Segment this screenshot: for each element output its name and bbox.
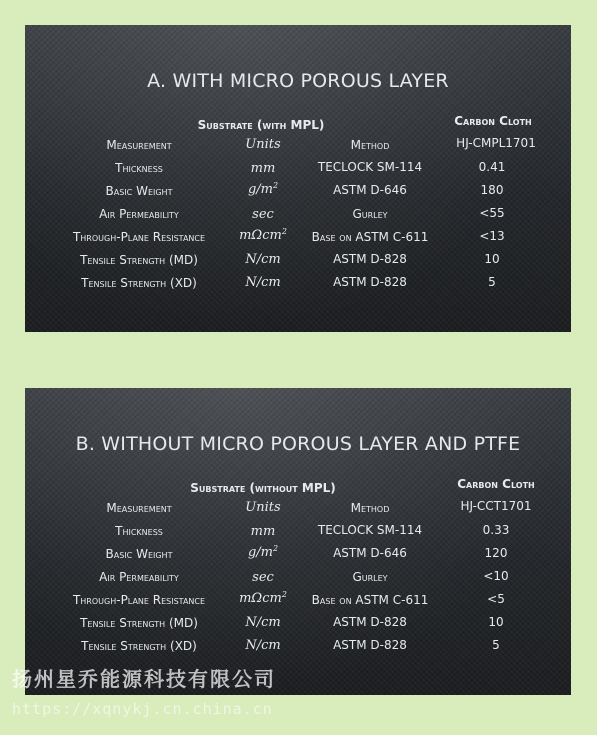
row-method: TECLOCK SM-114 [317, 523, 423, 537]
product-code: HJ-CCT1701 [460, 499, 532, 513]
units-header: Units [245, 500, 281, 515]
row-measurement: Tensile Strength (MD) [80, 253, 198, 267]
row-unit: sec [252, 570, 274, 585]
row-measurement: Thickness [115, 524, 163, 538]
row-method: Gurley [352, 207, 388, 221]
row-unit: mΩcm$^2$ [239, 590, 287, 606]
measurement-header: Measurement [106, 138, 172, 152]
row-measurement: Thickness [115, 161, 163, 175]
row-unit: mm [250, 161, 276, 176]
row-measurement: Tensile Strength (XD) [81, 639, 197, 653]
row-method: ASTM D-646 [333, 546, 407, 560]
measurement-header: Measurement [106, 501, 172, 515]
row-method: ASTM D-828 [333, 275, 407, 289]
row-measurement: Tensile Strength (XD) [81, 276, 197, 290]
row-measurement: Tensile Strength (MD) [80, 616, 198, 630]
panel-title: B. WITHOUT MICRO POROUS LAYER AND PTFE [75, 433, 521, 455]
row-value: <10 [483, 569, 509, 583]
row-value: 10 [488, 615, 504, 629]
row-measurement: Basic Weight [105, 184, 173, 198]
row-value: 0.41 [478, 160, 506, 174]
row-unit: mΩcm$^2$ [239, 227, 287, 243]
row-unit: $g/m^2$ [247, 181, 279, 197]
row-method: ASTM D-828 [333, 615, 407, 629]
row-method: Base on ASTM C-611 [311, 230, 429, 244]
row-unit: N/cm [245, 615, 281, 630]
row-measurement: Basic Weight [105, 547, 173, 561]
row-method: Gurley [352, 570, 388, 584]
panel-without-mpl [25, 388, 571, 695]
row-measurement: Air Permeability [99, 570, 179, 584]
row-unit: sec [252, 207, 274, 222]
panel-title: A. WITH MICRO POROUS LAYER [147, 70, 449, 92]
method-header: Method [350, 501, 390, 515]
row-value: <5 [487, 592, 505, 606]
row-method: ASTM D-646 [333, 183, 407, 197]
row-value: 120 [484, 546, 508, 560]
substrate-header: Substrate (with MPL) [197, 118, 325, 132]
row-value: 5 [488, 275, 496, 289]
row-method: Base on ASTM C-611 [311, 593, 429, 607]
row-measurement: Through-Plane Resistance [72, 230, 206, 244]
watermark-company: 扬州星乔能源科技有限公司 [12, 667, 276, 691]
row-value: 10 [484, 252, 500, 266]
product-code: HJ-CMPL1701 [456, 136, 536, 150]
row-value: <55 [479, 206, 505, 220]
method-header: Method [350, 138, 390, 152]
units-header: Units [245, 137, 281, 152]
row-unit: N/cm [245, 252, 281, 267]
row-measurement: Through-Plane Resistance [72, 593, 206, 607]
row-method: TECLOCK SM-114 [317, 160, 423, 174]
row-unit: N/cm [245, 275, 281, 290]
panel-with-mpl [25, 25, 571, 332]
row-value: 180 [480, 183, 504, 197]
row-value: 5 [492, 638, 500, 652]
row-value: 0.33 [482, 523, 510, 537]
row-method: ASTM D-828 [333, 252, 407, 266]
row-unit: $g/m^2$ [247, 544, 279, 560]
row-unit: mm [250, 524, 276, 539]
carbon-cloth-header: Carbon Cloth [454, 114, 532, 128]
row-measurement: Air Permeability [99, 207, 179, 221]
row-unit: N/cm [245, 638, 281, 653]
row-method: ASTM D-828 [333, 638, 407, 652]
row-value: <13 [479, 229, 505, 243]
watermark-url: https://xqnykj.cn.china.cn [12, 700, 273, 718]
substrate-header: Substrate (without MPL) [190, 481, 336, 495]
carbon-cloth-header: Carbon Cloth [457, 477, 535, 491]
